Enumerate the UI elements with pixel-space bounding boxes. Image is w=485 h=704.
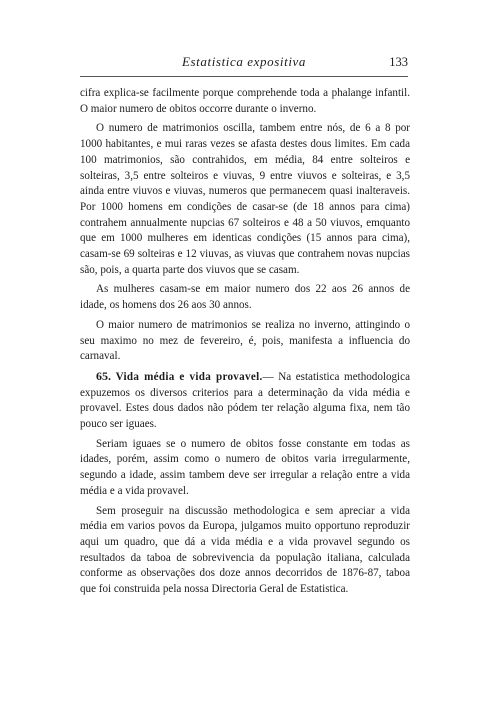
section-paragraph bbox=[80, 369, 410, 433]
running-header bbox=[80, 52, 408, 77]
page-body bbox=[80, 86, 410, 602]
paragraph-1: cifra explica-se facilmente porque comprehende toda a phalange infantil. O maior numero de obitos occorre durante o inverno. bbox=[80, 87, 410, 115]
section-title: Vida média e vida provavel. bbox=[115, 370, 263, 383]
paragraph-2: O numero de matrimonios oscilla, tambem entre nós, de 6 a 8 por 1000 habitantes, e mui raras vezes se afasta destes dous limites. Em cada 100 matrimonios, são contrahidos, em média, 84 entre solteiros e solteiras, 3,5 entre solteiros e viuvas, 9 entre viuvos e solteiras, e 3,5 ainda entre viuvos e viuvas, numeros que permanecem quasi inalteraveis. Por 1000 homens em condições de casar-se (de 18 annos para cima) contrahem annualmente nupcias 67 solteiros e 48 a 50 viuvos, emquanto que em 1000 mulheres em identicas condições (15 annos para cima), casam-se 69 solteiras e 12 viuvas, as viuvas que contrahem novas nupcias são, pois, a quarta parte dos viuvos que se casam. bbox=[80, 122, 410, 276]
paragraph-6: Sem proseguir na discussão methodologica e sem apreciar a vida média em varios povos da Europa, julgamos muito opportuno reproduzir aqui um quadro, que dá a vida média e a vida provavel segundo os resultados da taboa de sobrevivencia da população italiana, calculada conforme as observações dos doze annos decorridos de 1876-87, taboa que foi construida pela nossa Directoria Geral de Estatistica. bbox=[80, 504, 410, 596]
section-number: 65. bbox=[96, 368, 111, 383]
paragraph-3: As mulheres casam-se em maior numero dos 22 aos 26 annos de idade, os homens dos 26 aos 30 annos. bbox=[80, 283, 410, 312]
paragraph-5: Seriam iguaes se o numero de obitos fosse constante em todas as idades, porém, assim como o numero de obitos varia irregularmente, segundo a idade, assim tambem deve ser irregular a relação entre a vida média e a vida provavel. bbox=[80, 437, 410, 497]
paragraph-4: O maior numero de matrimonios se realiza no inverno, attingindo o seu maximo no mez de fevereiro, é, pois, manifesta a influencia do carnaval. bbox=[80, 318, 410, 363]
running-title: Estatistica expositiva bbox=[181, 54, 307, 69]
page-number: 133 bbox=[389, 55, 408, 69]
section-text: — Na estatistica methodologica expuzemos os diversos criterios para a determinação da vida média e provavel. Estes dous dados não pódem ter relação alguma fixa, nem tão pouco ser iguaes. bbox=[80, 370, 410, 431]
